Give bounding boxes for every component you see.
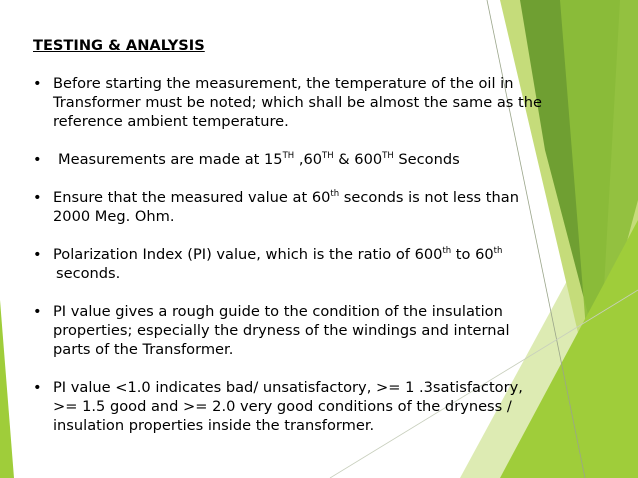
slide-content <box>33 36 553 435</box>
bullet-line: 2000 Meg. Ohm. <box>53 208 175 225</box>
bullet-text: seconds is not less than <box>339 189 519 206</box>
bullet-line: >= 1.5 good and >= 2.0 very good conditions of the dryness / <box>53 398 512 415</box>
bullet-line: insulation properties inside the transformer. <box>53 417 375 434</box>
bullet-line: • Before starting the measurement, the temperature of the oil in <box>53 75 514 92</box>
bullet-pi-thresholds <box>33 378 553 435</box>
superscript: th <box>493 246 503 256</box>
bullet-text: ,60 <box>294 151 323 168</box>
bullet-minimum-value <box>33 188 553 226</box>
bullet-text: Ensure that the measured value at 60 <box>53 189 331 206</box>
superscript: TH <box>282 151 295 161</box>
bullet-line <box>53 188 553 207</box>
bullet-text: Polarization Index (PI) value, which is the ratio of 600 <box>53 246 443 263</box>
bullet-text: to 60 <box>451 246 494 263</box>
bullet-line: seconds. <box>56 265 121 282</box>
bullet-line: • PI value <1.0 indicates bad/ unsatisfactory, >= 1 .3satisfactory, <box>53 379 523 396</box>
bullet-text: Measurements are made at 15 <box>58 151 283 168</box>
left-green-strip <box>0 300 14 478</box>
bullet-line: parts of the Transformer. <box>53 341 234 358</box>
bullet-text: Seconds <box>393 151 460 168</box>
bullet-line <box>53 150 553 169</box>
bullet-pi-guide <box>33 302 553 359</box>
bullet-line <box>53 245 553 264</box>
bullet-line: properties; especially the dryness of the windings and internal <box>53 322 510 339</box>
superscript: TH <box>322 151 334 161</box>
bullet-measurement-times <box>33 150 553 169</box>
superscript: th <box>442 246 452 256</box>
superscript: th <box>330 189 340 199</box>
slide-title: TESTING & ANALYSIS <box>33 37 205 54</box>
bullet-text: & 600 <box>333 151 383 168</box>
bullet-polarization-index <box>33 245 553 283</box>
bullet-line: Transformer must be noted; which shall be almost the same as the <box>53 94 543 111</box>
bullet-line: • PI value gives a rough guide to the condition of the insulation <box>53 303 503 320</box>
superscript: TH <box>382 151 394 161</box>
bullet-line: reference ambient temperature. <box>53 113 289 130</box>
bullet-oil-temperature <box>33 74 553 131</box>
